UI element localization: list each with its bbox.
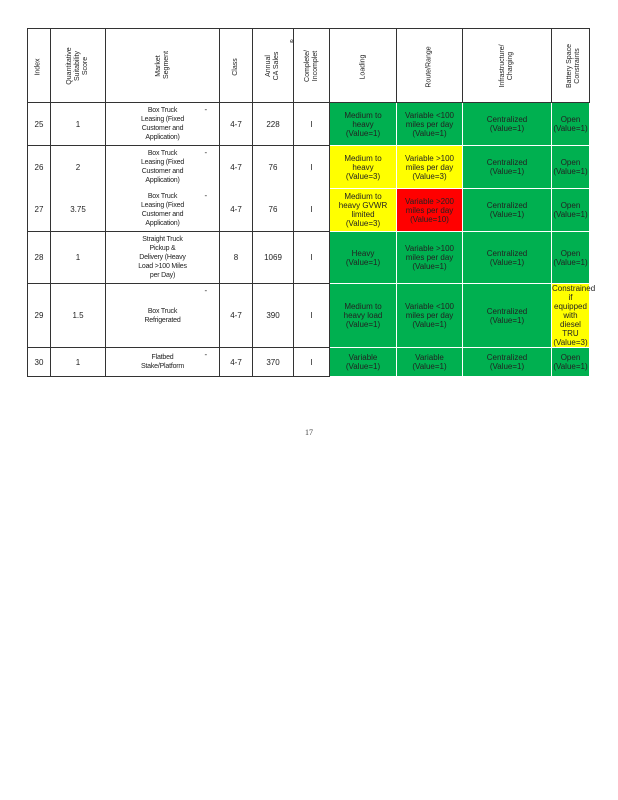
battery-line: Open [560,353,581,362]
cell-complete: I [294,348,330,377]
cell-complete: I [294,284,330,348]
battery-line: with diesel [560,311,581,329]
segment-line: Box Truck [147,307,178,315]
infra-line: Centralized [486,201,528,210]
segment-dash: - [204,148,207,157]
route-line: Variable >100 [405,244,454,253]
cell-infra [463,348,552,377]
segment-line: Application) [145,177,180,185]
segment-line: Stake/Platform [140,363,185,370]
loading-line: heavy load [343,311,383,320]
header-infra: Infrastructure/ Charging [463,29,552,103]
battery-line: Open [560,158,581,167]
battery-line: (Value=1) [553,124,588,133]
route-line: (Value=1) [412,320,447,329]
battery-line: if equipped [554,293,587,311]
infra-line: Centralized [486,248,528,258]
cell-sales: 76 [253,189,294,232]
battery-line: Open [560,248,581,258]
cell-sales: 390 [253,284,294,348]
header-complete-suffix: e [290,39,294,45]
cell-route [397,348,463,377]
battery-line: TRU [562,329,579,338]
battery-line: Constrained [552,284,596,293]
cell-index: 30 [28,348,51,377]
cell-infra [463,189,552,232]
cell-score: 1.5 [51,284,106,348]
segment-line: Flatbed [151,354,174,361]
cell-sales: 76 [253,146,294,189]
cell-segment [106,284,220,348]
loading-line: Variable [348,353,378,362]
segment-line: Application) [145,219,180,227]
cell-class: 8 [220,232,253,284]
loading-line: (Value=3) [345,219,381,228]
cell-route [397,189,463,232]
loading-line: Medium to [344,192,382,201]
cell-complete: I [294,103,330,146]
battery-line: (Value=1) [553,257,588,267]
route-line: miles per day [405,253,454,262]
cell-route [397,146,463,189]
cell-class: 4-7 [220,189,253,232]
battery-line: Open [560,201,581,210]
segment-line: Leasing (Fixed [140,159,185,167]
loading-line: (Value=3) [345,171,381,181]
loading-line: (Value=1) [345,257,381,267]
route-line: (Value=1) [412,128,447,138]
table-row [28,146,590,189]
cell-index: 26 [28,146,51,189]
infra-line: (Value=1) [489,124,525,133]
infra-line: Centralized [486,115,528,124]
cell-segment [106,232,220,284]
segment-dash: - [204,190,207,200]
segment-line: Load >100 Miles [138,263,187,270]
header-index: Index [28,29,51,103]
segment-dash: - [204,105,207,114]
cell-index: 25 [28,103,51,146]
table-row [28,284,590,348]
cell-score: 1 [51,348,106,377]
segment-line: Customer and [141,210,184,218]
cell-sales: 1069 [253,232,294,284]
segment-line: Customer and [141,125,184,132]
battery-line: (Value=3) [553,338,588,347]
cell-sales: 228 [253,103,294,146]
loading-line: heavy [352,119,374,129]
header-loading: Loading [330,29,397,103]
cell-battery [552,232,590,284]
cell-loading [330,348,397,377]
segment-line: Straight Truck [142,236,183,243]
cell-route [397,284,463,348]
cell-segment [106,189,220,232]
battery-line: (Value=1) [553,167,588,176]
route-line: Variable >200 [405,196,454,206]
battery-line: Open [560,115,581,124]
loading-line: (Value=1) [345,320,381,329]
header-score: Quantitative Suitability Score [51,29,106,103]
infra-line: (Value=1) [489,257,525,267]
route-line: Variable [415,353,444,362]
cell-sales: 370 [253,348,294,377]
cell-infra [463,103,552,146]
page-number: 17 [305,428,313,437]
loading-line: Medium to [344,110,382,120]
infra-line: Centralized [486,158,528,167]
segment-line: Refrigerated [144,316,181,324]
loading-line: Medium to [344,302,382,311]
cell-battery [552,146,590,189]
cell-class: 4-7 [220,348,253,377]
cell-index: 28 [28,232,51,284]
header-row [28,29,590,103]
cell-score: 1 [51,103,106,146]
segment-line: Delivery (Heavy [139,254,186,261]
cell-score: 1 [51,232,106,284]
segment-line: Box Truck [147,150,178,158]
loading-line: (Value=1) [345,128,381,138]
cell-complete: I [294,146,330,189]
infra-line: Centralized [486,353,528,362]
cell-class: 4-7 [220,103,253,146]
segment-line: per Day) [149,272,176,279]
cell-infra [463,284,552,348]
cell-class: 4-7 [220,146,253,189]
header-segment: Market Segment [106,29,220,103]
loading-line: Heavy [351,248,375,258]
table-row [28,189,590,232]
header-sales: Annual CA Sales [253,29,294,103]
cell-segment [106,348,220,377]
route-line: Variable <100 [405,302,454,311]
header-route: Route/Range [397,29,463,103]
suitability-table [27,28,596,377]
cell-loading [330,189,397,232]
cell-score: 2 [51,146,106,189]
table-row [28,348,590,377]
route-line: miles per day [405,311,454,320]
cell-route [397,232,463,284]
cell-segment [106,146,220,189]
infra-line: Centralized [486,306,528,316]
segment-line: Box Truck [147,107,178,114]
infra-line: (Value=1) [489,315,525,325]
cell-loading [330,232,397,284]
route-line: Variable <100 [405,110,454,120]
header-class: Class [220,29,253,103]
cell-complete: I [294,189,330,232]
infra-line: (Value=1) [489,362,525,371]
table-row [28,232,590,284]
table-row [28,103,590,146]
cell-battery [552,348,590,377]
route-line: (Value=1) [412,362,447,371]
segment-line: Customer and [141,168,184,176]
segment-line: Application) [145,134,180,141]
cell-class: 4-7 [220,284,253,348]
route-line: (Value=1) [412,262,447,271]
route-line: (Value=3) [412,171,447,181]
route-line: (Value=10) [410,214,449,224]
loading-line: limited [351,210,375,219]
battery-line: (Value=1) [553,362,588,371]
cell-infra [463,232,552,284]
cell-route [397,103,463,146]
cell-loading [330,103,397,146]
segment-dash: - [204,286,207,295]
cell-infra [463,146,552,189]
loading-line: Medium to [344,153,382,163]
loading-line: heavy [352,162,374,172]
cell-score: 3.75 [51,189,106,232]
cell-loading [330,284,397,348]
infra-line: (Value=1) [489,210,525,219]
header-complete: Complete/ Incomplet [294,29,330,103]
cell-segment [106,103,220,146]
route-line: Variable >100 [405,153,454,163]
route-line: miles per day [405,162,454,172]
cell-complete: I [294,232,330,284]
infra-line: (Value=1) [489,167,525,176]
route-line: miles per day [405,205,454,215]
battery-line: (Value=1) [553,210,588,219]
cell-battery [552,103,590,146]
segment-dash: - [204,350,207,359]
route-line: miles per day [405,119,454,129]
segment-line: Pickup & [149,245,176,252]
segment-line: Leasing (Fixed [140,201,185,209]
cell-loading [330,146,397,189]
cell-index: 27 [28,189,51,232]
cell-battery [552,189,590,232]
loading-line: (Value=1) [345,362,381,371]
segment-line: Box Truck [147,192,178,200]
cell-index: 29 [28,284,51,348]
loading-line: heavy GVWR [338,201,388,210]
cell-battery [552,284,596,348]
header-battery: Battery Space Constraints [552,29,590,103]
segment-line: Leasing (Fixed [140,116,185,123]
